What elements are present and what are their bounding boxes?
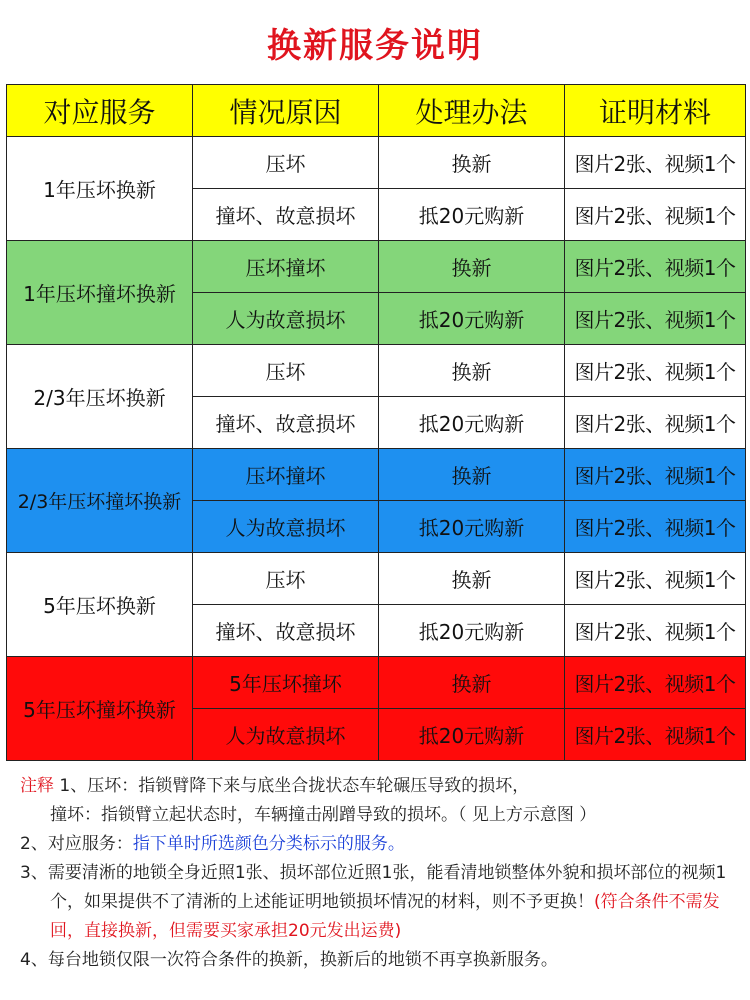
- proof-cell: 图片2张、视频1个: [565, 501, 746, 553]
- note-2-label: 2、对应服务：: [20, 834, 133, 854]
- service-name: 2/3年压坏换新: [7, 345, 193, 449]
- method-cell: 换新: [379, 657, 565, 709]
- reason-cell: 压坏: [193, 553, 379, 605]
- proof-cell: 图片2张、视频1个: [565, 137, 746, 189]
- notes-section: [20, 772, 738, 975]
- reason-cell: 压坏撞坏: [193, 241, 379, 293]
- method-cell: 换新: [379, 241, 565, 293]
- method-cell: 换新: [379, 449, 565, 501]
- method-cell: 换新: [379, 137, 565, 189]
- service-name: 1年压坏撞坏换新: [7, 241, 193, 345]
- reason-cell: 压坏: [193, 137, 379, 189]
- table-row: [7, 449, 746, 501]
- service-name: 5年压坏撞坏换新: [7, 657, 193, 761]
- note-3-highlight: (符合条件不需发回，直接换新，但需要买家承担20元发出运费): [50, 892, 720, 941]
- header-reason: 情况原因: [193, 85, 379, 137]
- page-title: 换新服务说明: [267, 26, 483, 66]
- table-row: [7, 137, 746, 189]
- header-proof: 证明材料: [565, 85, 746, 137]
- service-name: 1年压坏换新: [7, 137, 193, 241]
- header-method: 处理办法: [379, 85, 565, 137]
- note-1-text: 1、压坏：指锁臂降下来与底坐合拢状态车轮碾压导致的损坏，: [54, 776, 530, 796]
- proof-cell: 图片2张、视频1个: [565, 657, 746, 709]
- note-1: [20, 772, 738, 801]
- reason-cell: 人为故意损坏: [193, 293, 379, 345]
- proof-cell: 图片2张、视频1个: [565, 397, 746, 449]
- reason-cell: 压坏撞坏: [193, 449, 379, 501]
- proof-cell: 图片2张、视频1个: [565, 553, 746, 605]
- proof-cell: 图片2张、视频1个: [565, 189, 746, 241]
- method-cell: 换新: [379, 553, 565, 605]
- note-2-text: 指下单时所选颜色分类标示的服务。: [132, 834, 405, 854]
- proof-cell: 图片2张、视频1个: [565, 709, 746, 761]
- reason-cell: 人为故意损坏: [193, 501, 379, 553]
- note-4: 4、每台地锁仅限一次符合条件的换新，换新后的地锁不再享换新服务。: [20, 950, 558, 970]
- method-cell: 抵20元购新: [379, 293, 565, 345]
- method-cell: 抵20元购新: [379, 501, 565, 553]
- note-3-text: 3、需要清淅的地锁全身近照1张、损坏部位近照1张，能看清地锁整体外貌和损坏部位的视频1个，如果提供不了清淅的上述能证明地锁损坏情况的材料，则不予更换！: [20, 863, 727, 912]
- proof-cell: 图片2张、视频1个: [565, 345, 746, 397]
- notes-label: 注释: [20, 776, 54, 796]
- method-cell: 抵20元购新: [379, 189, 565, 241]
- method-cell: 换新: [379, 345, 565, 397]
- reason-cell: 撞坏、故意损坏: [193, 605, 379, 657]
- proof-cell: 图片2张、视频1个: [565, 605, 746, 657]
- proof-cell: 图片2张、视频1个: [565, 449, 746, 501]
- header-service: 对应服务: [7, 85, 193, 137]
- table-row: [7, 553, 746, 605]
- note-2: [20, 830, 738, 859]
- reason-cell: 压坏: [193, 345, 379, 397]
- service-name: 5年压坏换新: [7, 553, 193, 657]
- method-cell: 抵20元购新: [379, 709, 565, 761]
- table-header-row: [7, 85, 746, 137]
- table-row: [7, 657, 746, 709]
- method-cell: 抵20元购新: [379, 397, 565, 449]
- proof-cell: 图片2张、视频1个: [565, 241, 746, 293]
- note-1-continued: 撞坏：指锁臂立起状态时，车辆撞击剐蹭导致的损坏。（ 见上方示意图 ）: [50, 805, 597, 825]
- table-row: [7, 345, 746, 397]
- service-name: 2/3年压坏撞坏换新: [7, 449, 193, 553]
- reason-cell: 撞坏、故意损坏: [193, 189, 379, 241]
- reason-cell: 撞坏、故意损坏: [193, 397, 379, 449]
- service-table: [6, 84, 746, 761]
- proof-cell: 图片2张、视频1个: [565, 293, 746, 345]
- table-row: [7, 241, 746, 293]
- method-cell: 抵20元购新: [379, 605, 565, 657]
- reason-cell: 人为故意损坏: [193, 709, 379, 761]
- reason-cell: 5年压坏撞坏: [193, 657, 379, 709]
- note-3: [20, 859, 738, 946]
